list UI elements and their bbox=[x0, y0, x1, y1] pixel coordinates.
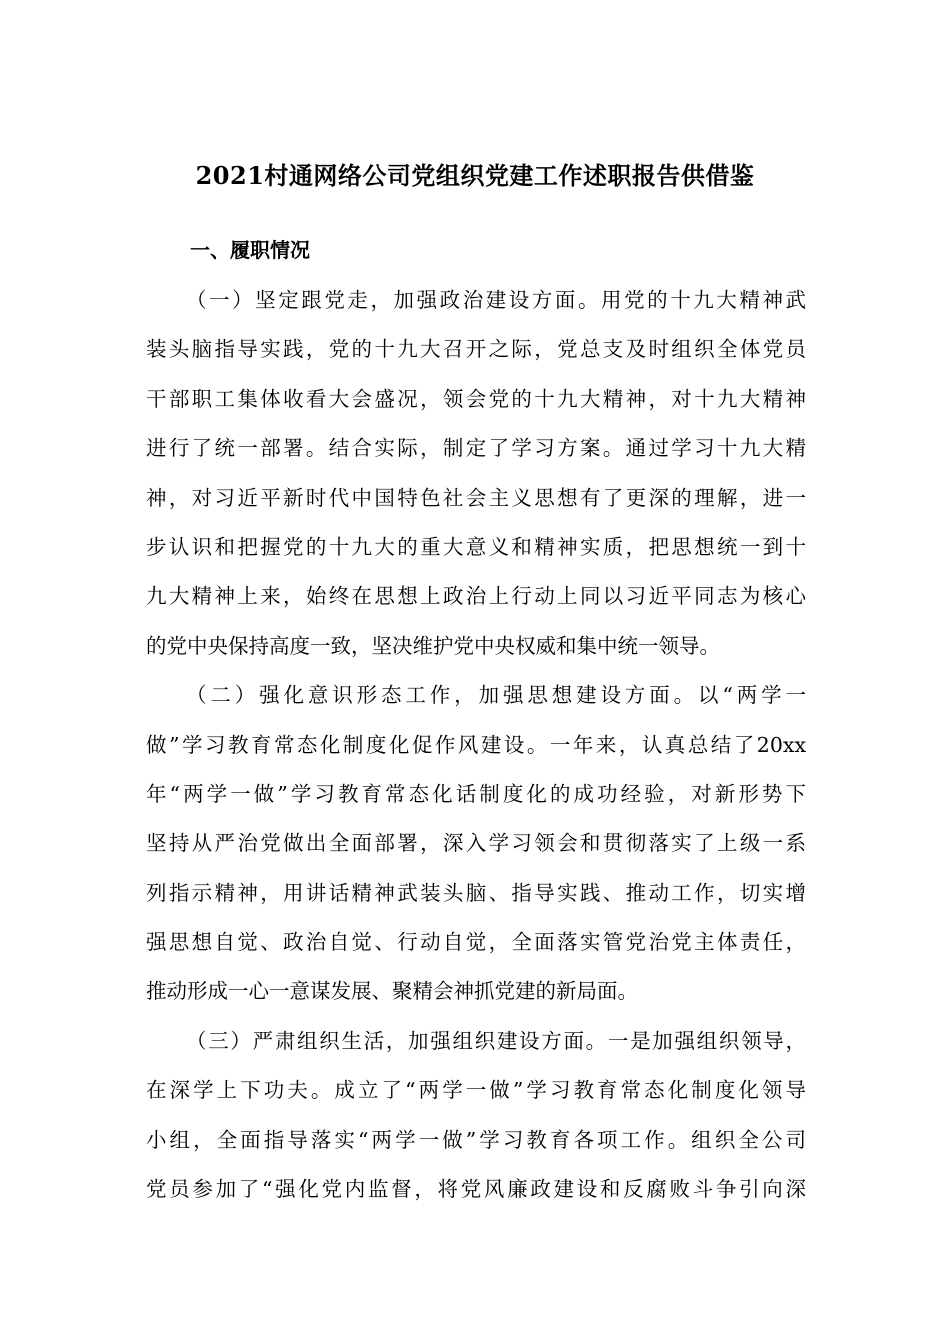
paragraph-line: 步认识和把握党的十九大的重大意义和精神实质，把思想统一到十 bbox=[146, 534, 806, 559]
section-heading: 一、履职情况 bbox=[190, 238, 310, 262]
document-title: 2021村通网络公司党组织党建工作述职报告供借鉴 bbox=[195, 161, 755, 190]
paragraph-1 bbox=[146, 280, 806, 675]
paragraph-line: （二）强化意识形态工作，加强思想建设方面。以“两学一 bbox=[186, 683, 806, 708]
paragraph-2 bbox=[146, 675, 806, 1021]
paragraph-line: 干部职工集体收看大会盛况，领会党的十九大精神，对十九大精神 bbox=[146, 386, 806, 411]
paragraph-line: 在深学上下功夫。成立了“两学一做”学习教育常态化制度化领导 bbox=[146, 1078, 806, 1103]
paragraph-line: 推动形成一心一意谋发展、聚精会神抓党建的新局面。 bbox=[146, 979, 638, 1004]
paragraph-line: 九大精神上来，始终在思想上政治上行动上同以习近平同志为核心 bbox=[146, 584, 806, 609]
paragraph-line: 年“两学一做”学习教育常态化话制度化的成功经验，对新形势下 bbox=[146, 781, 806, 806]
paragraph-line: 党员参加了“强化党内监督，将党风廉政建设和反腐败斗争引向深 bbox=[146, 1177, 806, 1202]
paragraph-line: 坚持从严治党做出全面部署，深入学习领会和贯彻落实了上级一系 bbox=[146, 831, 806, 856]
paragraph-line: 神，对习近平新时代中国特色社会主义思想有了更深的理解，进一 bbox=[146, 485, 806, 510]
document-body bbox=[146, 280, 806, 1218]
paragraph-line: 进行了统一部署。结合实际，制定了学习方案。通过学习十九大精 bbox=[146, 436, 806, 461]
paragraph-line: 装头脑指导实践，党的十九大召开之际，党总支及时组织全体党员 bbox=[146, 337, 806, 362]
paragraph-line: 做”学习教育常态化制度化促作风建设。一年来，认真总结了20xx bbox=[146, 732, 806, 757]
paragraph-line: 小组，全面指导落实“两学一做”学习教育各项工作。组织全公司 bbox=[146, 1127, 806, 1152]
paragraph-line: 强思想自觉、政治自觉、行动自觉，全面落实管党治党主体责任， bbox=[146, 930, 806, 955]
paragraph-line: （三）严肃组织生活，加强组织建设方面。一是加强组织领导， bbox=[186, 1028, 806, 1053]
paragraph-line: 的党中央保持高度一致，坚决维护党中央权威和集中统一领导。 bbox=[146, 633, 720, 658]
paragraph-line: （一）坚定跟党走，加强政治建设方面。用党的十九大精神武 bbox=[186, 288, 806, 312]
paragraph-3 bbox=[146, 1021, 806, 1219]
paragraph-line: 列指示精神，用讲话精神武装头脑、指导实践、推动工作，切实增 bbox=[146, 880, 806, 905]
